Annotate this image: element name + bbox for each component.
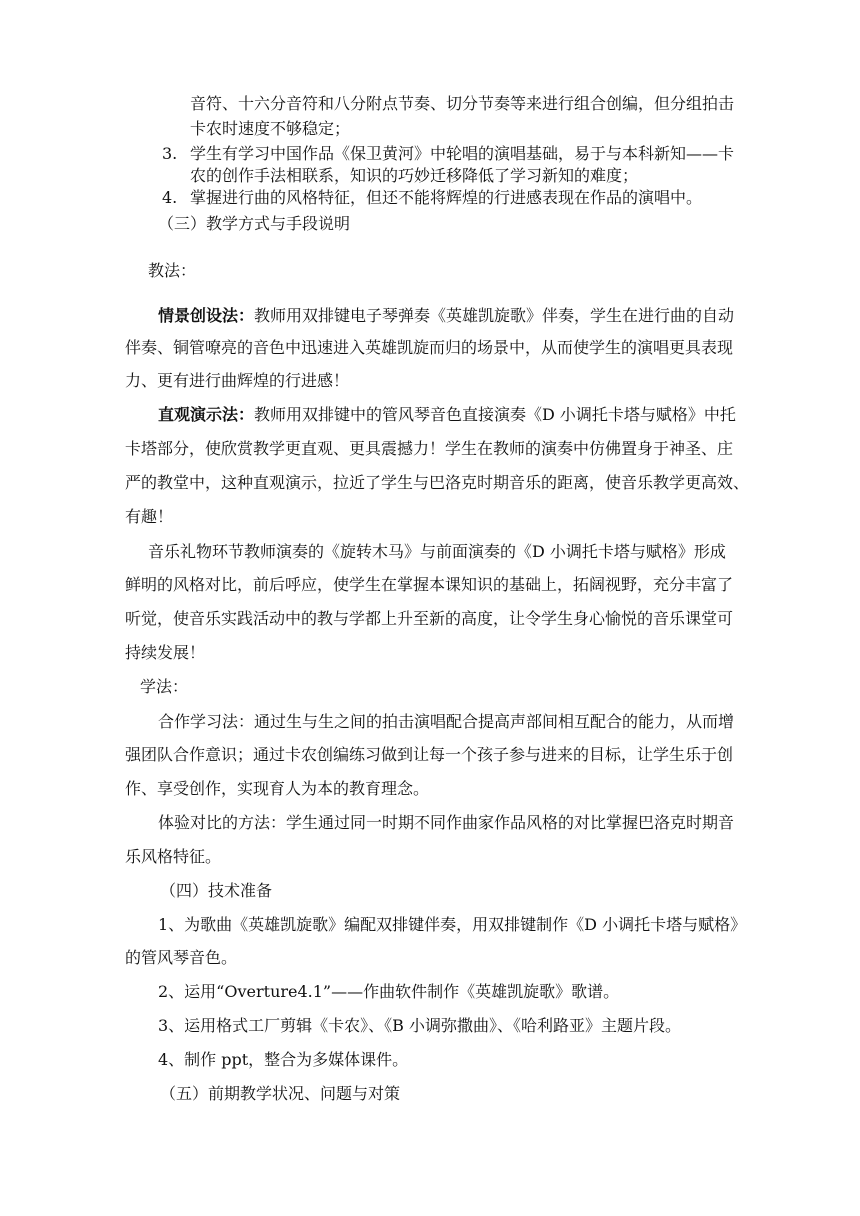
list-item-number: 4. xyxy=(162,188,178,207)
method-label: 直观演示法： xyxy=(158,405,255,424)
body-paragraph-line: 作、享受创作，实现育人为本的教育理念。 xyxy=(125,779,430,798)
tech-item: 1、为歌曲《英雄凯旋歌》编配双排键伴奏，用双排键制作《D 小调托卡塔与赋格》 xyxy=(158,915,747,934)
body-paragraph-line: 音乐礼物环节教师演奏的《旋转木马》与前面演奏的《D 小调托卡塔与赋格》形成 xyxy=(148,542,726,561)
method-paragraph-line: 情景创设法：教师用双排键电子琴弹奏《英雄凯旋歌》伴奏，学生在进行曲的自动 xyxy=(158,306,735,325)
body-paragraph-line: 乐风格特征。 xyxy=(125,847,222,866)
tech-item: 3、运用格式工厂剪辑《卡农》、《B 小调弥撒曲》、《哈利路亚》主题片段。 xyxy=(158,1016,682,1035)
body-paragraph-line: 合作学习法：通过生与生之间的拍击演唱配合提高声部间相互配合的能力，从而增 xyxy=(158,712,735,731)
list-continuation-line: 音符、十六分音符和八分附点节奏、切分节奏等来进行组合创编，但分组拍击 xyxy=(190,94,735,113)
list-item-text: 掌握进行曲的风格特征，但还不能将辉煌的行进感表现在作品的演唱中。 xyxy=(190,188,703,207)
section-heading: （三）教学方式与手段说明 xyxy=(158,214,351,233)
subheading-learning: 学法： xyxy=(140,677,189,696)
list-continuation-line: 卡农时速度不够稳定； xyxy=(190,119,351,138)
method-paragraph-line: 卡塔部分，使欣赏教学更直观、更具震撼力！学生在教师的演奏中仿佛置身于神圣、庄 xyxy=(125,439,734,458)
method-paragraph-line: 直观演示法：教师用双排键中的管风琴音色直接演奏《D 小调托卡塔与赋格》中托 xyxy=(158,405,736,424)
section-heading: （四）技术准备 xyxy=(160,881,273,900)
list-item-text: 农的创作手法相联系，知识的巧妙迁移降低了学习新知的难度； xyxy=(190,166,639,185)
method-paragraph-line: 严的教堂中，这种直观演示，拉近了学生与巴洛克时期音乐的距离，使音乐教学更高效、 xyxy=(125,473,750,492)
list-item-text: 学生有学习中国作品《保卫黄河》中轮唱的演唱基础，易于与本科新知——卡 xyxy=(190,144,735,163)
method-paragraph-line: 有趣！ xyxy=(125,507,174,526)
list-item-number: 3. xyxy=(162,144,178,163)
body-paragraph-line: 鲜明的风格对比，前后呼应，使学生在掌握本课知识的基础上，拓阔视野，充分丰富了 xyxy=(125,575,734,594)
method-label: 情景创设法： xyxy=(158,306,255,325)
tech-item: 的管风琴音色。 xyxy=(125,948,238,967)
tech-item: 2、运用“Overture4.1”——作曲软件制作《英雄凯旋歌》歌谱。 xyxy=(158,982,620,1001)
body-paragraph-line: 听觉，使音乐实践活动中的教与学都上升至新的高度，让令学生身心愉悦的音乐课堂可 xyxy=(125,609,734,628)
body-paragraph-line: 体验对比的方法：学生通过同一时期不同作曲家作品风格的对比掌握巴洛克时期音 xyxy=(158,813,735,832)
body-paragraph-line: 持续发展！ xyxy=(125,643,206,662)
body-paragraph-line: 强团队合作意识；通过卡农创编练习做到让每一个孩子参与进来的目标，让学生乐于创 xyxy=(125,745,734,764)
section-heading: （五）前期教学状况、问题与对策 xyxy=(160,1084,401,1103)
subheading-teaching: 教法： xyxy=(148,261,197,280)
tech-item: 4、制作 ppt，整合为多媒体课件。 xyxy=(158,1050,409,1069)
method-paragraph-line: 力、更有进行曲辉煌的行进感！ xyxy=(125,371,350,390)
method-paragraph-line: 伴奏、铜管嘹亮的音色中迅速进入英雄凯旋而归的场景中，从而使学生的演唱更具表现 xyxy=(125,338,734,357)
